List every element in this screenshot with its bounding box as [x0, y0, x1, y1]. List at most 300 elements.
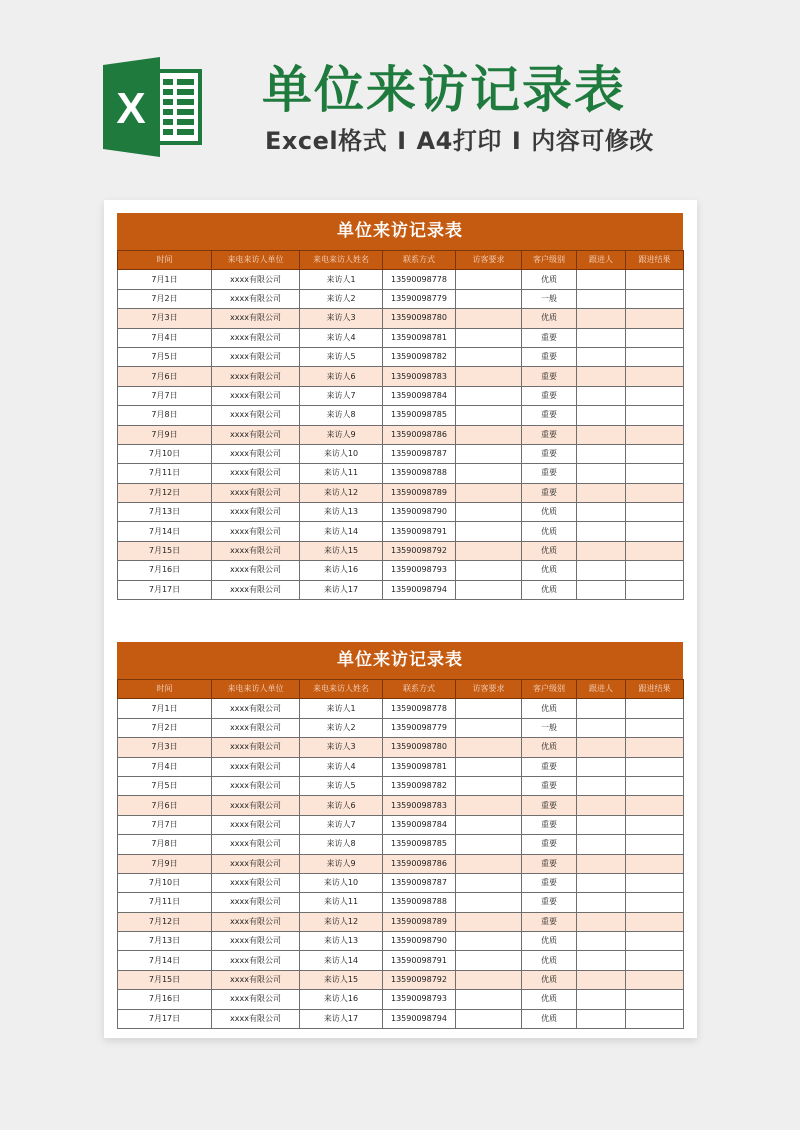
cell-visitor-name[interactable]: 来访人17 — [300, 580, 383, 599]
cell-customer-level[interactable]: 优质 — [522, 932, 577, 951]
cell-follow-result[interactable] — [626, 483, 684, 502]
cell-customer-level[interactable]: 优质 — [522, 738, 577, 757]
cell-customer-level[interactable]: 重要 — [522, 893, 577, 912]
cell-date[interactable]: 7月9日 — [118, 854, 212, 873]
cell-follower[interactable] — [577, 367, 626, 386]
cell-follow-result[interactable] — [626, 541, 684, 560]
cell-request[interactable] — [456, 738, 522, 757]
cell-visitor-name[interactable]: 来访人14 — [300, 522, 383, 541]
cell-company[interactable]: xxxx有限公司 — [212, 912, 300, 931]
cell-request[interactable] — [456, 796, 522, 815]
cell-customer-level[interactable]: 重要 — [522, 854, 577, 873]
cell-phone[interactable]: 13590098794 — [383, 1009, 456, 1028]
cell-customer-level[interactable]: 优质 — [522, 309, 577, 328]
subtitle-print: A4打印 — [416, 127, 502, 155]
cell-company[interactable]: xxxx有限公司 — [212, 386, 300, 405]
cell-date[interactable]: 7月15日 — [118, 970, 212, 989]
cell-phone[interactable]: 13590098779 — [383, 289, 456, 308]
cell-date[interactable]: 7月5日 — [118, 347, 212, 366]
cell-company[interactable]: xxxx有限公司 — [212, 406, 300, 425]
cell-date[interactable]: 7月15日 — [118, 541, 212, 560]
cell-customer-level[interactable]: 重要 — [522, 796, 577, 815]
cell-date[interactable]: 7月7日 — [118, 815, 212, 834]
column-header-follower: 跟进人 — [577, 680, 626, 699]
cell-company[interactable]: xxxx有限公司 — [212, 289, 300, 308]
column-header-follower: 跟进人 — [577, 251, 626, 270]
cell-date[interactable]: 7月17日 — [118, 1009, 212, 1028]
cell-date[interactable]: 7月13日 — [118, 932, 212, 951]
cell-phone[interactable]: 13590098781 — [383, 328, 456, 347]
subtitle-editable: 内容可修改 — [531, 127, 654, 155]
cell-visitor-name[interactable]: 来访人5 — [300, 347, 383, 366]
cell-date[interactable]: 7月2日 — [118, 289, 212, 308]
cell-visitor-name[interactable]: 来访人15 — [300, 541, 383, 560]
cell-company[interactable]: xxxx有限公司 — [212, 328, 300, 347]
cell-company[interactable]: xxxx有限公司 — [212, 309, 300, 328]
cell-company[interactable]: xxxx有限公司 — [212, 951, 300, 970]
cell-visitor-name[interactable]: 来访人8 — [300, 835, 383, 854]
cell-visitor-name[interactable]: 来访人15 — [300, 970, 383, 989]
cell-date[interactable]: 7月1日 — [118, 699, 212, 718]
cell-request[interactable] — [456, 854, 522, 873]
cell-follower[interactable] — [577, 951, 626, 970]
cell-customer-level[interactable]: 重要 — [522, 406, 577, 425]
cell-customer-level[interactable]: 重要 — [522, 464, 577, 483]
cell-follow-result[interactable] — [626, 444, 684, 463]
cell-company[interactable]: xxxx有限公司 — [212, 718, 300, 737]
cell-follow-result[interactable] — [626, 738, 684, 757]
cell-request[interactable] — [456, 347, 522, 366]
cell-phone[interactable]: 13590098779 — [383, 718, 456, 737]
cell-customer-level[interactable]: 优质 — [522, 970, 577, 989]
table-body — [118, 270, 684, 600]
cell-follower[interactable] — [577, 718, 626, 737]
cell-follow-result[interactable] — [626, 990, 684, 1009]
cell-date[interactable]: 7月11日 — [118, 893, 212, 912]
cell-visitor-name[interactable]: 来访人2 — [300, 718, 383, 737]
cell-follower[interactable] — [577, 815, 626, 834]
cell-company[interactable]: xxxx有限公司 — [212, 464, 300, 483]
cell-phone[interactable]: 13590098782 — [383, 347, 456, 366]
cell-date[interactable]: 7月4日 — [118, 328, 212, 347]
cell-company[interactable]: xxxx有限公司 — [212, 796, 300, 815]
cell-company[interactable]: xxxx有限公司 — [212, 757, 300, 776]
cell-request[interactable] — [456, 699, 522, 718]
visit-record-sheet-1 — [117, 213, 683, 600]
cell-follower[interactable] — [577, 483, 626, 502]
cell-follow-result[interactable] — [626, 796, 684, 815]
cell-follow-result[interactable] — [626, 580, 684, 599]
cell-phone[interactable]: 13590098791 — [383, 522, 456, 541]
cell-phone[interactable]: 13590098788 — [383, 893, 456, 912]
cell-customer-level[interactable]: 重要 — [522, 835, 577, 854]
table-row — [118, 561, 684, 580]
cell-visitor-name[interactable]: 来访人14 — [300, 951, 383, 970]
cell-request[interactable] — [456, 289, 522, 308]
cell-follower[interactable] — [577, 893, 626, 912]
cell-company[interactable]: xxxx有限公司 — [212, 580, 300, 599]
cell-phone[interactable]: 13590098781 — [383, 757, 456, 776]
cell-request[interactable] — [456, 990, 522, 1009]
cell-follow-result[interactable] — [626, 522, 684, 541]
cell-request[interactable] — [456, 483, 522, 502]
cell-date[interactable]: 7月6日 — [118, 796, 212, 815]
cell-visitor-name[interactable]: 来访人4 — [300, 757, 383, 776]
cell-visitor-name[interactable]: 来访人2 — [300, 289, 383, 308]
cell-follow-result[interactable] — [626, 367, 684, 386]
cell-customer-level[interactable]: 优质 — [522, 561, 577, 580]
table-row — [118, 1009, 684, 1028]
cell-follow-result[interactable] — [626, 854, 684, 873]
cell-company[interactable]: xxxx有限公司 — [212, 990, 300, 1009]
cell-date[interactable]: 7月16日 — [118, 561, 212, 580]
cell-date[interactable]: 7月1日 — [118, 270, 212, 289]
cell-company[interactable]: xxxx有限公司 — [212, 425, 300, 444]
cell-company[interactable]: xxxx有限公司 — [212, 970, 300, 989]
cell-visitor-name[interactable]: 来访人13 — [300, 503, 383, 522]
cell-phone[interactable]: 13590098794 — [383, 580, 456, 599]
cell-company[interactable]: xxxx有限公司 — [212, 503, 300, 522]
cell-visitor-name[interactable]: 来访人1 — [300, 270, 383, 289]
table-row — [118, 483, 684, 502]
cell-follower[interactable] — [577, 873, 626, 892]
cell-date[interactable]: 7月16日 — [118, 990, 212, 1009]
table-row — [118, 425, 684, 444]
cell-phone[interactable]: 13590098783 — [383, 796, 456, 815]
column-header-request: 访客要求 — [456, 680, 522, 699]
cell-visitor-name[interactable]: 来访人4 — [300, 328, 383, 347]
cell-phone[interactable]: 13590098784 — [383, 386, 456, 405]
cell-company[interactable]: xxxx有限公司 — [212, 699, 300, 718]
cell-phone[interactable]: 13590098787 — [383, 873, 456, 892]
cell-follower[interactable] — [577, 425, 626, 444]
cell-date[interactable]: 7月2日 — [118, 718, 212, 737]
cell-customer-level[interactable]: 优质 — [522, 580, 577, 599]
cell-date[interactable]: 7月12日 — [118, 912, 212, 931]
cell-visitor-name[interactable]: 来访人16 — [300, 561, 383, 580]
cell-date[interactable]: 7月14日 — [118, 951, 212, 970]
cell-follow-result[interactable] — [626, 932, 684, 951]
cell-follower[interactable] — [577, 970, 626, 989]
cell-phone[interactable]: 13590098782 — [383, 776, 456, 795]
cell-follow-result[interactable] — [626, 951, 684, 970]
cell-customer-level[interactable]: 优质 — [522, 522, 577, 541]
cell-follower[interactable] — [577, 561, 626, 580]
cell-company[interactable]: xxxx有限公司 — [212, 893, 300, 912]
cell-customer-level[interactable]: 优质 — [522, 1009, 577, 1028]
cell-follow-result[interactable] — [626, 815, 684, 834]
cell-phone[interactable]: 13590098790 — [383, 503, 456, 522]
cell-customer-level[interactable]: 重要 — [522, 912, 577, 931]
cell-follower[interactable] — [577, 776, 626, 795]
cell-customer-level[interactable]: 重要 — [522, 444, 577, 463]
cell-phone[interactable]: 13590098786 — [383, 854, 456, 873]
cell-request[interactable] — [456, 367, 522, 386]
cell-date[interactable]: 7月10日 — [118, 873, 212, 892]
cell-phone[interactable]: 13590098793 — [383, 561, 456, 580]
cell-date[interactable]: 7月14日 — [118, 522, 212, 541]
cell-company[interactable]: xxxx有限公司 — [212, 367, 300, 386]
cell-phone[interactable]: 13590098788 — [383, 464, 456, 483]
cell-date[interactable]: 7月6日 — [118, 367, 212, 386]
cell-company[interactable]: xxxx有限公司 — [212, 835, 300, 854]
cell-follow-result[interactable] — [626, 309, 684, 328]
cell-phone[interactable]: 13590098778 — [383, 270, 456, 289]
cell-follow-result[interactable] — [626, 893, 684, 912]
cell-company[interactable]: xxxx有限公司 — [212, 738, 300, 757]
cell-customer-level[interactable]: 重要 — [522, 757, 577, 776]
cell-company[interactable]: xxxx有限公司 — [212, 932, 300, 951]
cell-phone[interactable]: 13590098778 — [383, 699, 456, 718]
cell-visitor-name[interactable]: 来访人3 — [300, 738, 383, 757]
cell-customer-level[interactable]: 重要 — [522, 873, 577, 892]
cell-visitor-name[interactable]: 来访人16 — [300, 990, 383, 1009]
cell-request[interactable] — [456, 893, 522, 912]
cell-visitor-name[interactable]: 来访人7 — [300, 386, 383, 405]
cell-visitor-name[interactable]: 来访人5 — [300, 776, 383, 795]
cell-follower[interactable] — [577, 1009, 626, 1028]
cell-company[interactable]: xxxx有限公司 — [212, 854, 300, 873]
cell-follow-result[interactable] — [626, 718, 684, 737]
table-row — [118, 951, 684, 970]
cell-follow-result[interactable] — [626, 776, 684, 795]
cell-request[interactable] — [456, 912, 522, 931]
cell-request[interactable] — [456, 561, 522, 580]
table-row — [118, 444, 684, 463]
cell-follow-result[interactable] — [626, 464, 684, 483]
cell-request[interactable] — [456, 1009, 522, 1028]
cell-date[interactable]: 7月3日 — [118, 738, 212, 757]
cell-phone[interactable]: 13590098785 — [383, 835, 456, 854]
table-row — [118, 328, 684, 347]
cell-visitor-name[interactable]: 来访人11 — [300, 464, 383, 483]
cell-company[interactable]: xxxx有限公司 — [212, 815, 300, 834]
cell-customer-level[interactable]: 优质 — [522, 990, 577, 1009]
cell-date[interactable]: 7月8日 — [118, 406, 212, 425]
column-header-visitor-name: 来电来访人姓名 — [300, 680, 383, 699]
cell-phone[interactable]: 13590098780 — [383, 738, 456, 757]
cell-date[interactable]: 7月4日 — [118, 757, 212, 776]
cell-follower[interactable] — [577, 503, 626, 522]
cell-request[interactable] — [456, 718, 522, 737]
cell-request[interactable] — [456, 328, 522, 347]
cell-request[interactable] — [456, 309, 522, 328]
cell-company[interactable]: xxxx有限公司 — [212, 270, 300, 289]
cell-follower[interactable] — [577, 580, 626, 599]
cell-request[interactable] — [456, 425, 522, 444]
cell-follow-result[interactable] — [626, 270, 684, 289]
cell-follower[interactable] — [577, 289, 626, 308]
cell-customer-level[interactable]: 重要 — [522, 386, 577, 405]
cell-follower[interactable] — [577, 347, 626, 366]
cell-date[interactable]: 7月8日 — [118, 835, 212, 854]
cell-company[interactable]: xxxx有限公司 — [212, 483, 300, 502]
cell-request[interactable] — [456, 776, 522, 795]
cell-follower[interactable] — [577, 757, 626, 776]
cell-phone[interactable]: 13590098783 — [383, 367, 456, 386]
cell-request[interactable] — [456, 444, 522, 463]
cell-visitor-name[interactable]: 来访人17 — [300, 1009, 383, 1028]
cell-follower[interactable] — [577, 464, 626, 483]
cell-customer-level[interactable]: 优质 — [522, 699, 577, 718]
cell-follow-result[interactable] — [626, 406, 684, 425]
cell-company[interactable]: xxxx有限公司 — [212, 776, 300, 795]
cell-request[interactable] — [456, 270, 522, 289]
cell-customer-level[interactable]: 重要 — [522, 347, 577, 366]
cell-follower[interactable] — [577, 541, 626, 560]
cell-visitor-name[interactable]: 来访人8 — [300, 406, 383, 425]
cell-request[interactable] — [456, 464, 522, 483]
cell-request[interactable] — [456, 932, 522, 951]
cell-follower[interactable] — [577, 835, 626, 854]
cell-phone[interactable]: 13590098785 — [383, 406, 456, 425]
cell-follow-result[interactable] — [626, 912, 684, 931]
table-row — [118, 738, 684, 757]
cell-follower[interactable] — [577, 854, 626, 873]
cell-customer-level[interactable]: 重要 — [522, 483, 577, 502]
cell-follow-result[interactable] — [626, 835, 684, 854]
cell-company[interactable]: xxxx有限公司 — [212, 1009, 300, 1028]
cell-date[interactable]: 7月12日 — [118, 483, 212, 502]
cell-visitor-name[interactable]: 来访人11 — [300, 893, 383, 912]
cell-follow-result[interactable] — [626, 699, 684, 718]
table-row — [118, 522, 684, 541]
cell-phone[interactable]: 13590098780 — [383, 309, 456, 328]
cell-customer-level[interactable]: 优质 — [522, 951, 577, 970]
cell-request[interactable] — [456, 522, 522, 541]
cell-phone[interactable]: 13590098791 — [383, 951, 456, 970]
cell-request[interactable] — [456, 757, 522, 776]
cell-request[interactable] — [456, 873, 522, 892]
cell-date[interactable]: 7月5日 — [118, 776, 212, 795]
cell-company[interactable]: xxxx有限公司 — [212, 873, 300, 892]
cell-customer-level[interactable]: 一般 — [522, 718, 577, 737]
cell-follower[interactable] — [577, 738, 626, 757]
cell-request[interactable] — [456, 541, 522, 560]
cell-visitor-name[interactable]: 来访人12 — [300, 912, 383, 931]
cell-visitor-name[interactable]: 来访人3 — [300, 309, 383, 328]
cell-date[interactable]: 7月9日 — [118, 425, 212, 444]
visit-record-table — [117, 679, 684, 1029]
cell-follow-result[interactable] — [626, 347, 684, 366]
cell-visitor-name[interactable]: 来访人1 — [300, 699, 383, 718]
cell-phone[interactable]: 13590098789 — [383, 483, 456, 502]
cell-request[interactable] — [456, 970, 522, 989]
cell-follower[interactable] — [577, 444, 626, 463]
cell-visitor-name[interactable]: 来访人7 — [300, 815, 383, 834]
cell-follower[interactable] — [577, 270, 626, 289]
table-row — [118, 893, 684, 912]
cell-follower[interactable] — [577, 522, 626, 541]
cell-request[interactable] — [456, 406, 522, 425]
cell-follow-result[interactable] — [626, 503, 684, 522]
cell-request[interactable] — [456, 815, 522, 834]
cell-visitor-name[interactable]: 来访人10 — [300, 873, 383, 892]
cell-follower[interactable] — [577, 309, 626, 328]
cell-follow-result[interactable] — [626, 425, 684, 444]
cell-follow-result[interactable] — [626, 757, 684, 776]
cell-phone[interactable]: 13590098786 — [383, 425, 456, 444]
cell-visitor-name[interactable]: 来访人13 — [300, 932, 383, 951]
cell-phone[interactable]: 13590098787 — [383, 444, 456, 463]
table-row — [118, 815, 684, 834]
subtitle-separator: I — [511, 127, 522, 155]
cell-visitor-name[interactable]: 来访人12 — [300, 483, 383, 502]
cell-follow-result[interactable] — [626, 328, 684, 347]
cell-follower[interactable] — [577, 406, 626, 425]
cell-visitor-name[interactable]: 来访人9 — [300, 854, 383, 873]
cell-follow-result[interactable] — [626, 386, 684, 405]
cell-follower[interactable] — [577, 912, 626, 931]
cell-follow-result[interactable] — [626, 561, 684, 580]
document-preview-card — [104, 200, 697, 1038]
cell-date[interactable]: 7月17日 — [118, 580, 212, 599]
cell-request[interactable] — [456, 951, 522, 970]
cell-request[interactable] — [456, 503, 522, 522]
cell-date[interactable]: 7月10日 — [118, 444, 212, 463]
cell-follow-result[interactable] — [626, 1009, 684, 1028]
cell-request[interactable] — [456, 835, 522, 854]
cell-company[interactable]: xxxx有限公司 — [212, 522, 300, 541]
cell-visitor-name[interactable]: 来访人6 — [300, 367, 383, 386]
cell-customer-level[interactable]: 重要 — [522, 367, 577, 386]
cell-phone[interactable]: 13590098789 — [383, 912, 456, 931]
cell-phone[interactable]: 13590098784 — [383, 815, 456, 834]
cell-customer-level[interactable]: 优质 — [522, 503, 577, 522]
cell-request[interactable] — [456, 580, 522, 599]
cell-visitor-name[interactable]: 来访人10 — [300, 444, 383, 463]
cell-request[interactable] — [456, 386, 522, 405]
cell-customer-level[interactable]: 重要 — [522, 815, 577, 834]
table-row — [118, 835, 684, 854]
cell-follower[interactable] — [577, 990, 626, 1009]
cell-date[interactable]: 7月3日 — [118, 309, 212, 328]
column-header-phone: 联系方式 — [383, 251, 456, 270]
cell-phone[interactable]: 13590098793 — [383, 990, 456, 1009]
table-row — [118, 776, 684, 795]
cell-visitor-name[interactable]: 来访人9 — [300, 425, 383, 444]
cell-customer-level[interactable]: 重要 — [522, 776, 577, 795]
cell-date[interactable]: 7月11日 — [118, 464, 212, 483]
cell-date[interactable]: 7月13日 — [118, 503, 212, 522]
cell-company[interactable]: xxxx有限公司 — [212, 561, 300, 580]
cell-follow-result[interactable] — [626, 289, 684, 308]
cell-phone[interactable]: 13590098790 — [383, 932, 456, 951]
cell-follow-result[interactable] — [626, 873, 684, 892]
cell-follower[interactable] — [577, 932, 626, 951]
cell-follow-result[interactable] — [626, 970, 684, 989]
subtitle — [265, 124, 654, 158]
cell-date[interactable]: 7月7日 — [118, 386, 212, 405]
subtitle-format: Excel格式 — [265, 127, 388, 155]
cell-customer-level[interactable]: 优质 — [522, 270, 577, 289]
cell-customer-level[interactable]: 重要 — [522, 328, 577, 347]
cell-company[interactable]: xxxx有限公司 — [212, 444, 300, 463]
cell-follower[interactable] — [577, 386, 626, 405]
cell-phone[interactable]: 13590098792 — [383, 541, 456, 560]
cell-follower[interactable] — [577, 328, 626, 347]
cell-follower[interactable] — [577, 796, 626, 815]
cell-company[interactable]: xxxx有限公司 — [212, 347, 300, 366]
table-row — [118, 718, 684, 737]
cell-customer-level[interactable]: 优质 — [522, 541, 577, 560]
cell-phone[interactable]: 13590098792 — [383, 970, 456, 989]
cell-company[interactable]: xxxx有限公司 — [212, 541, 300, 560]
cell-customer-level[interactable]: 一般 — [522, 289, 577, 308]
cell-customer-level[interactable]: 重要 — [522, 425, 577, 444]
cell-follower[interactable] — [577, 699, 626, 718]
cell-visitor-name[interactable]: 来访人6 — [300, 796, 383, 815]
